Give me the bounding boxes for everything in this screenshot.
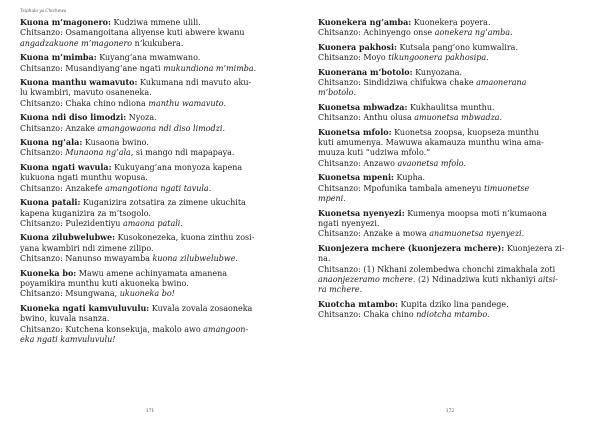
example-phrase: amangotiona ngati tavula. <box>105 183 212 193</box>
entry-text: Chitsanzo: <box>20 148 66 158</box>
entry-text: si mango ndi mapapaya. <box>133 148 235 158</box>
page-number: 171 <box>145 409 155 414</box>
entry-line <box>318 184 580 194</box>
entry-line <box>318 219 580 229</box>
entry-term: Kuonetsa nyenyezi: <box>318 207 405 218</box>
entry-text: kukuona ngati munthu wopusa. <box>20 173 148 183</box>
entry-text: bwino, kuvala nsanza. <box>20 314 110 324</box>
entry-line <box>318 127 580 138</box>
entry-line <box>318 28 580 38</box>
example-phrase: amaona patali. <box>122 218 183 228</box>
entry-line <box>318 102 580 113</box>
example-phrase: aonekera ng’amba. <box>434 28 513 38</box>
example-phrase: tikungoonera pakhosipa. <box>388 53 489 63</box>
entry-text: Nyoza. <box>128 113 157 123</box>
dictionary-entry <box>20 52 286 74</box>
entry-line <box>20 77 286 88</box>
entry-line <box>20 197 286 208</box>
entry-line <box>20 279 286 289</box>
entry-text: Kusaona bwino. <box>84 138 149 148</box>
entry-text: Chitsanzo: Anzawo <box>318 158 398 168</box>
entry-text: Kupha. <box>396 173 426 183</box>
entry-line <box>318 285 580 295</box>
entry-text: Kuonekera poyera. <box>413 18 491 27</box>
entry-term: Kuona m’magonero: <box>20 17 111 27</box>
entry-term: Kuonetsa mfolo: <box>318 126 392 137</box>
entry-text: (2) Ndinadziwa kuti nkhaniyi <box>415 274 539 284</box>
example-phrase: amaonerana <box>476 78 527 88</box>
right-page <box>300 0 600 424</box>
entry-line <box>20 173 286 183</box>
entry-text: Kumenya moopsa moti n’kumaona <box>407 208 547 218</box>
entry-text: Kuonetsa zoopsa, kuopseza munthu <box>394 127 540 137</box>
entry-text: Chitsanzo: Chaka chino <box>318 310 417 320</box>
entry-line <box>20 99 286 109</box>
entry-line <box>318 243 580 254</box>
entry-text: Kudziwa mmene ulili. <box>113 18 201 27</box>
entry-line <box>20 244 286 254</box>
entry-line <box>20 184 286 194</box>
entry-text: Kuvala zovala zosaoneka <box>151 303 253 313</box>
entry-term: Kuonekera ng’amba: <box>318 17 412 27</box>
entry-term: Kuoneka bo: <box>20 267 77 278</box>
entry-text: Kuyang’ana mwamwano. <box>99 53 201 63</box>
entry-line <box>20 17 286 28</box>
dictionary-entry <box>318 102 580 124</box>
dictionary-entry <box>318 17 580 39</box>
entry-line <box>318 299 580 310</box>
example-phrase: amuonetsa mbwadza. <box>414 113 503 123</box>
dictionary-entry <box>20 232 286 264</box>
entry-text: Chitsanzo: Anzake <box>20 123 98 133</box>
entry-term: Kuona manthu wamavuto: <box>20 77 138 88</box>
entry-line <box>20 148 286 158</box>
entry-text: Chitsanzo: Moyo <box>318 53 389 63</box>
example-phrase: m’botolo. <box>318 88 356 98</box>
entry-term: Kuonetsa mbwadza: <box>318 101 408 112</box>
dictionary-entry <box>20 268 286 300</box>
entry-term: Kuoneka ngati kamvuluvulu: <box>20 302 150 313</box>
dictionary-entry <box>20 162 286 194</box>
running-head: Tsiphula ya Chichewa <box>20 8 67 13</box>
dictionary-entry <box>20 77 286 109</box>
entry-line <box>20 254 286 264</box>
entry-text: Kuganizira zotsatira za zimene ukuchita <box>82 198 246 208</box>
entry-line <box>20 64 286 74</box>
dictionary-entry <box>318 299 580 321</box>
entry-line <box>318 67 580 78</box>
entry-text: Chitsanzo: Anzake a mowa <box>318 229 430 239</box>
entry-term: Kuona m’mimba: <box>20 52 97 63</box>
entry-term: Kuotcha mtambo: <box>318 298 398 309</box>
entry-line <box>318 254 580 264</box>
entry-text: lu kwambiri, mavuto osaneneka. <box>20 88 152 98</box>
entry-line <box>318 88 580 98</box>
dictionary-entry <box>20 17 286 49</box>
entry-term: Kuona zilubwelubwe: <box>20 232 116 243</box>
example-phrase: ndiotcha mtambo. <box>416 310 490 320</box>
example-phrase: eka ngati kamvuluvulu! <box>20 334 116 344</box>
entry-text: Kuonjezera zi- <box>506 243 565 253</box>
example-phrase: angadzakuone m’magonero <box>20 38 133 48</box>
dictionary-entry <box>20 112 286 134</box>
example-phrase: mukundiona m’mimba. <box>163 63 257 73</box>
entry-text: Chitsanzo: Pulezidentiyu <box>20 218 123 228</box>
entry-text: Chitsanzo: Osamangoitana aliyense kuti abwere kwanu <box>20 28 245 38</box>
entry-text: kapena kuganizira za m’tsogolo. <box>20 208 151 218</box>
dictionary-entry <box>318 243 580 296</box>
entry-term: Kuona ngati wavula: <box>20 161 112 172</box>
entry-line <box>20 289 286 299</box>
entry-line <box>318 275 580 285</box>
entry-line <box>20 232 286 243</box>
dictionary-entry <box>20 303 286 346</box>
entry-text: Kukumana ndi mavuto aku- <box>140 78 252 88</box>
entry-line <box>20 335 286 345</box>
entry-text: Kusokonezeka, kuona zinthu zosi- <box>117 233 255 243</box>
entry-text: Chitsanzo: Kutchena konsekuja, makolo awo <box>20 324 204 334</box>
entry-line <box>20 52 286 63</box>
running-head <box>318 8 580 17</box>
example-phrase: anamuonetsa nyenyezi. <box>429 229 525 239</box>
entry-line <box>318 78 580 88</box>
entry-term: Kuona ndi diso limodzi: <box>20 112 127 123</box>
entry-line <box>20 268 286 279</box>
example-phrase: timuonetse <box>483 183 530 193</box>
entry-line <box>20 28 286 38</box>
page-number: 172 <box>445 409 455 414</box>
entry-line <box>20 124 286 134</box>
entry-text: na. <box>318 254 331 264</box>
entry-line <box>20 137 286 148</box>
entry-text: Chitsanzo: Nanunso mwayamba <box>20 254 153 264</box>
entry-text: Kutsala pang’ono kumwalira. <box>399 42 518 52</box>
example-phrase: ukuoneka bo! <box>119 289 175 299</box>
entry-line <box>318 148 580 158</box>
entry-line <box>318 310 580 320</box>
entry-line <box>318 208 580 219</box>
right-entries <box>318 17 580 321</box>
dictionary-entry <box>318 42 580 64</box>
entry-line <box>20 219 286 229</box>
entry-text: poyamikira munthu kuti akuoneka bwino. <box>20 278 189 288</box>
entry-term: Kuonerana m’botolo: <box>318 66 413 77</box>
entry-line <box>318 194 580 204</box>
entry-line <box>318 265 580 275</box>
entry-text: kuti amumenya. Mawuwa akamauza munthu wina ama- <box>318 138 544 148</box>
entry-line <box>20 325 286 335</box>
entry-line <box>318 138 580 148</box>
entry-text: Chitsanzo: Mpofunika tambala ameneyu <box>318 183 484 193</box>
dictionary-entry <box>318 172 580 204</box>
entry-text: Kukuyang’ana monyoza kapena <box>114 162 243 172</box>
example-phrase: anaonjezeramo mchere. <box>318 274 416 284</box>
entry-text: Mawu amene achinyamata amanena <box>78 268 228 278</box>
dictionary-entry <box>318 67 580 99</box>
entry-text: Chitsanzo: Anzakefe <box>20 183 106 193</box>
example-phrase: kuona zilubwelubwe. <box>152 254 238 264</box>
entry-text: Kukhaulitsa munthu. <box>409 102 495 112</box>
dictionary-entry <box>20 197 286 229</box>
entry-term: Kuona ng’ala: <box>20 137 83 148</box>
entry-line <box>20 112 286 123</box>
entry-text: Chitsanzo: Achinyengo onse <box>318 28 435 38</box>
entry-line <box>318 159 580 169</box>
entry-text: ngati nyenyezi. <box>318 218 380 228</box>
entry-text: Chitsanzo: Chaka chino ndiona <box>20 98 149 108</box>
entry-text: Kunyozana. <box>415 67 462 77</box>
entry-text: muuza kuti “udziwa mfolo.” <box>318 148 431 158</box>
entry-line <box>20 209 286 219</box>
entry-text: Chitsanzo: (1) Nkhani zolembedwa chonchi zimakhala zoti <box>318 264 556 274</box>
entry-term: Kuonera pakhosi: <box>318 41 397 52</box>
entry-text: yana kwambiri ndi zimene zilipo. <box>20 243 154 253</box>
example-phrase: ra mchere. <box>318 285 363 295</box>
entry-line <box>318 17 580 28</box>
example-phrase: Munaona ng’ala, <box>65 148 134 158</box>
entry-line <box>20 39 286 49</box>
entry-term: Kuonjezera mchere (kuonjezera mchere): <box>318 242 505 253</box>
entry-line <box>20 162 286 173</box>
dictionary-entry <box>318 127 580 170</box>
entry-line <box>318 172 580 183</box>
entry-term: Kuona patali: <box>20 197 81 208</box>
entry-line <box>20 88 286 98</box>
entry-line <box>318 113 580 123</box>
example-phrase: amangowaona ndi diso limodzi. <box>97 123 225 133</box>
entry-text: Chitsanzo: Sindidziwa chifukwa chake <box>318 78 477 88</box>
entry-text: Chitsanzo: Msungwana, <box>20 289 120 299</box>
example-phrase: avaonetsa mfolo. <box>397 158 467 168</box>
entry-line <box>20 314 286 324</box>
left-entries <box>20 17 286 345</box>
entry-text: Kupita dziko lina pandege. <box>400 299 509 309</box>
entry-line <box>318 42 580 53</box>
entry-line <box>318 53 580 63</box>
example-phrase: aitsi- <box>538 274 558 284</box>
entry-term: Kuonetsa mpeni: <box>318 172 394 183</box>
entry-text: Chitsanzo: Anthu olusa <box>318 113 415 123</box>
dictionary-entry <box>318 208 580 240</box>
entry-text: Chitsanzo: Musandiyang’ane ngati <box>20 63 164 73</box>
entry-line <box>318 229 580 239</box>
example-phrase: mpeni. <box>318 194 346 204</box>
dictionary-entry <box>20 137 286 159</box>
example-phrase: amangoon- <box>203 324 249 334</box>
entry-text: n’kukubera. <box>132 38 184 48</box>
example-phrase: manthu wamavuto. <box>148 98 227 108</box>
entry-line <box>20 303 286 314</box>
